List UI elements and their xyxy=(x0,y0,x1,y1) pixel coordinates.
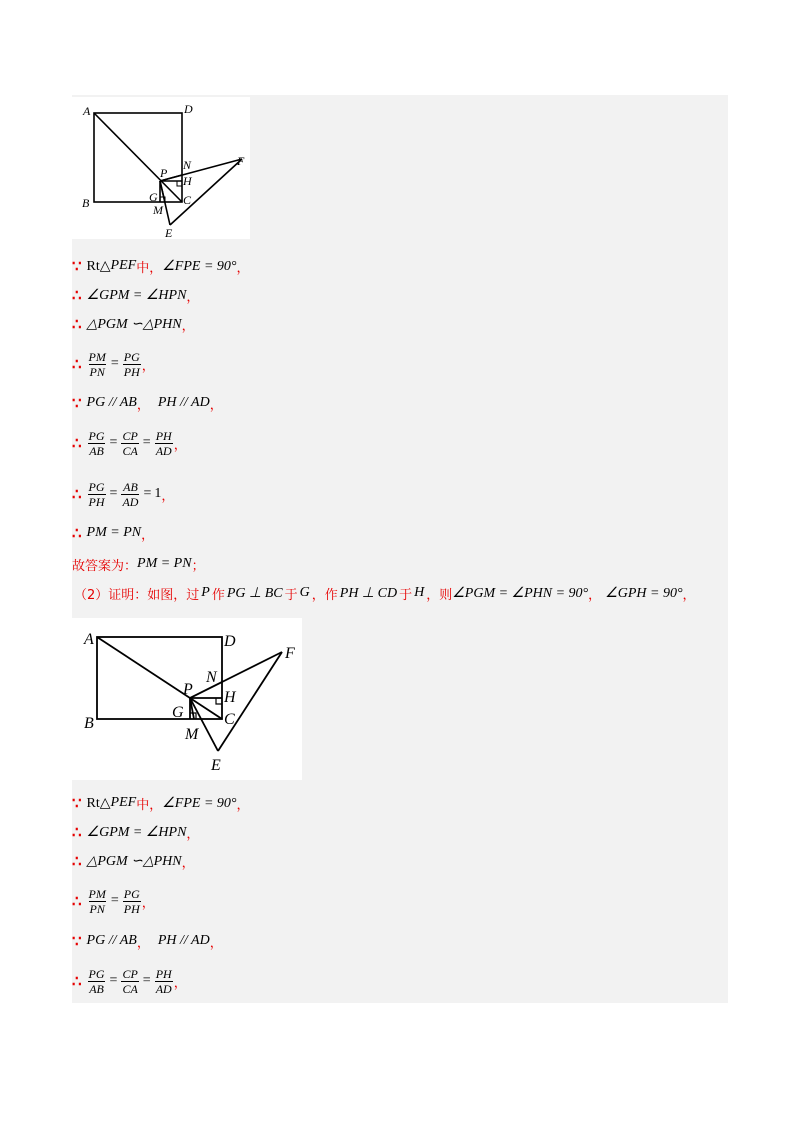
fig1-label-e: E xyxy=(165,226,173,239)
geometry-figure-2 xyxy=(72,618,302,780)
fraction: $\frac{CP}{CA}$ xyxy=(122,966,138,996)
fig1-label-p: P xyxy=(160,166,168,180)
fig1-label-n: N xyxy=(183,158,192,172)
fraction: $\frac{AB}{AD}$ xyxy=(122,479,139,509)
p2-line-1: ∵ Rt△ PEF 中 ， ∠FPE = 90° ， xyxy=(72,795,250,813)
fig1-label-b: B xyxy=(82,196,90,210)
fig1-label-a: A xyxy=(83,104,91,118)
fig1-label-g: G xyxy=(149,190,158,204)
geometry-figure-1 xyxy=(72,97,250,239)
fig2-label-h: H xyxy=(224,689,236,706)
fig2-label-g: G xyxy=(172,704,184,721)
fraction: $\frac{PM}{PN}$ xyxy=(88,349,106,379)
p2-line-4: ∴ $\frac{PM}{PN}$ = $\frac{PG}{PH}$ ， xyxy=(72,886,155,916)
figure-1-svg xyxy=(72,97,250,239)
p2-line-3: ∴ △PGM ∽△PHN ， xyxy=(72,853,195,871)
fraction: $\frac{PG}{AB}$ xyxy=(88,428,105,458)
p2-line-6: ∴ $\frac{PG}{AB}$ = $\frac{CP}{CA}$ = $\frac{PH}{AD}$ ， xyxy=(72,966,187,996)
p1-line-1: ∵ Rt△ PEF 中 ， ∠FPE = 90° ， xyxy=(72,258,250,276)
p1-line-2: ∴ ∠GPM = ∠HPN ， xyxy=(72,287,200,305)
fraction: $\frac{PG}{PH}$ xyxy=(88,479,105,509)
fraction: $\frac{PM}{PN}$ xyxy=(88,886,106,916)
p1-line-8: ∴ PM = PN ， xyxy=(72,525,155,543)
fig2-label-c: C xyxy=(224,711,235,728)
p1-line-5: ∵ PG // AB ， PH // AD ， xyxy=(72,395,223,413)
fig1-label-h: H xyxy=(183,174,192,188)
fig1-label-f: F xyxy=(237,154,245,168)
fraction: $\frac{CP}{CA}$ xyxy=(122,428,138,458)
fig2-label-n: N xyxy=(206,669,217,686)
fraction: $\frac{PG}{AB}$ xyxy=(88,966,105,996)
fig2-label-m: M xyxy=(185,726,199,743)
p2-line-2: ∴ ∠GPM = ∠HPN ， xyxy=(72,824,200,842)
p2-intro-line: （2）证明：如图，过 P 作 PG ⊥ BC 于 G ，作 PH ⊥ CD 于 H ，则 ∠PGM = ∠PHN = 90° ， ∠GPH = 90° ， xyxy=(74,585,696,603)
fraction: $\frac{PG}{PH}$ xyxy=(123,349,140,379)
fraction: $\frac{PG}{PH}$ xyxy=(123,886,140,916)
p1-line-4: ∴ $\frac{PM}{PN}$ = $\frac{PG}{PH}$ ， xyxy=(72,349,155,379)
fig2-label-p: P xyxy=(183,681,193,698)
p1-line-3: ∴ △PGM ∽△PHN ， xyxy=(72,316,195,334)
p1-line-7: ∴ $\frac{PG}{PH}$ = $\frac{AB}{AD}$ = 1 ， xyxy=(72,479,175,509)
fig1-label-m: M xyxy=(153,203,163,217)
fig2-label-d: D xyxy=(224,633,236,650)
p1-line-6: ∴ $\frac{PG}{AB}$ = $\frac{CP}{CA}$ = $\frac{PH}{AD}$ ， xyxy=(72,428,187,458)
figure-2-svg xyxy=(72,618,302,780)
fig2-label-b: B xyxy=(84,715,94,732)
fig2-label-a: A xyxy=(84,631,94,648)
fig2-label-e: E xyxy=(211,757,221,774)
fig2-label-f: F xyxy=(285,645,295,662)
p2-line-5: ∵ PG // AB ， PH // AD ， xyxy=(72,933,223,951)
fig1-label-d: D xyxy=(184,102,193,116)
fig1-label-c: C xyxy=(183,193,192,207)
fraction: $\frac{PH}{AD}$ xyxy=(155,428,172,458)
p1-answer-line: 故答案为： PM = PN ； xyxy=(72,556,205,574)
fraction: $\frac{PH}{AD}$ xyxy=(155,966,172,996)
